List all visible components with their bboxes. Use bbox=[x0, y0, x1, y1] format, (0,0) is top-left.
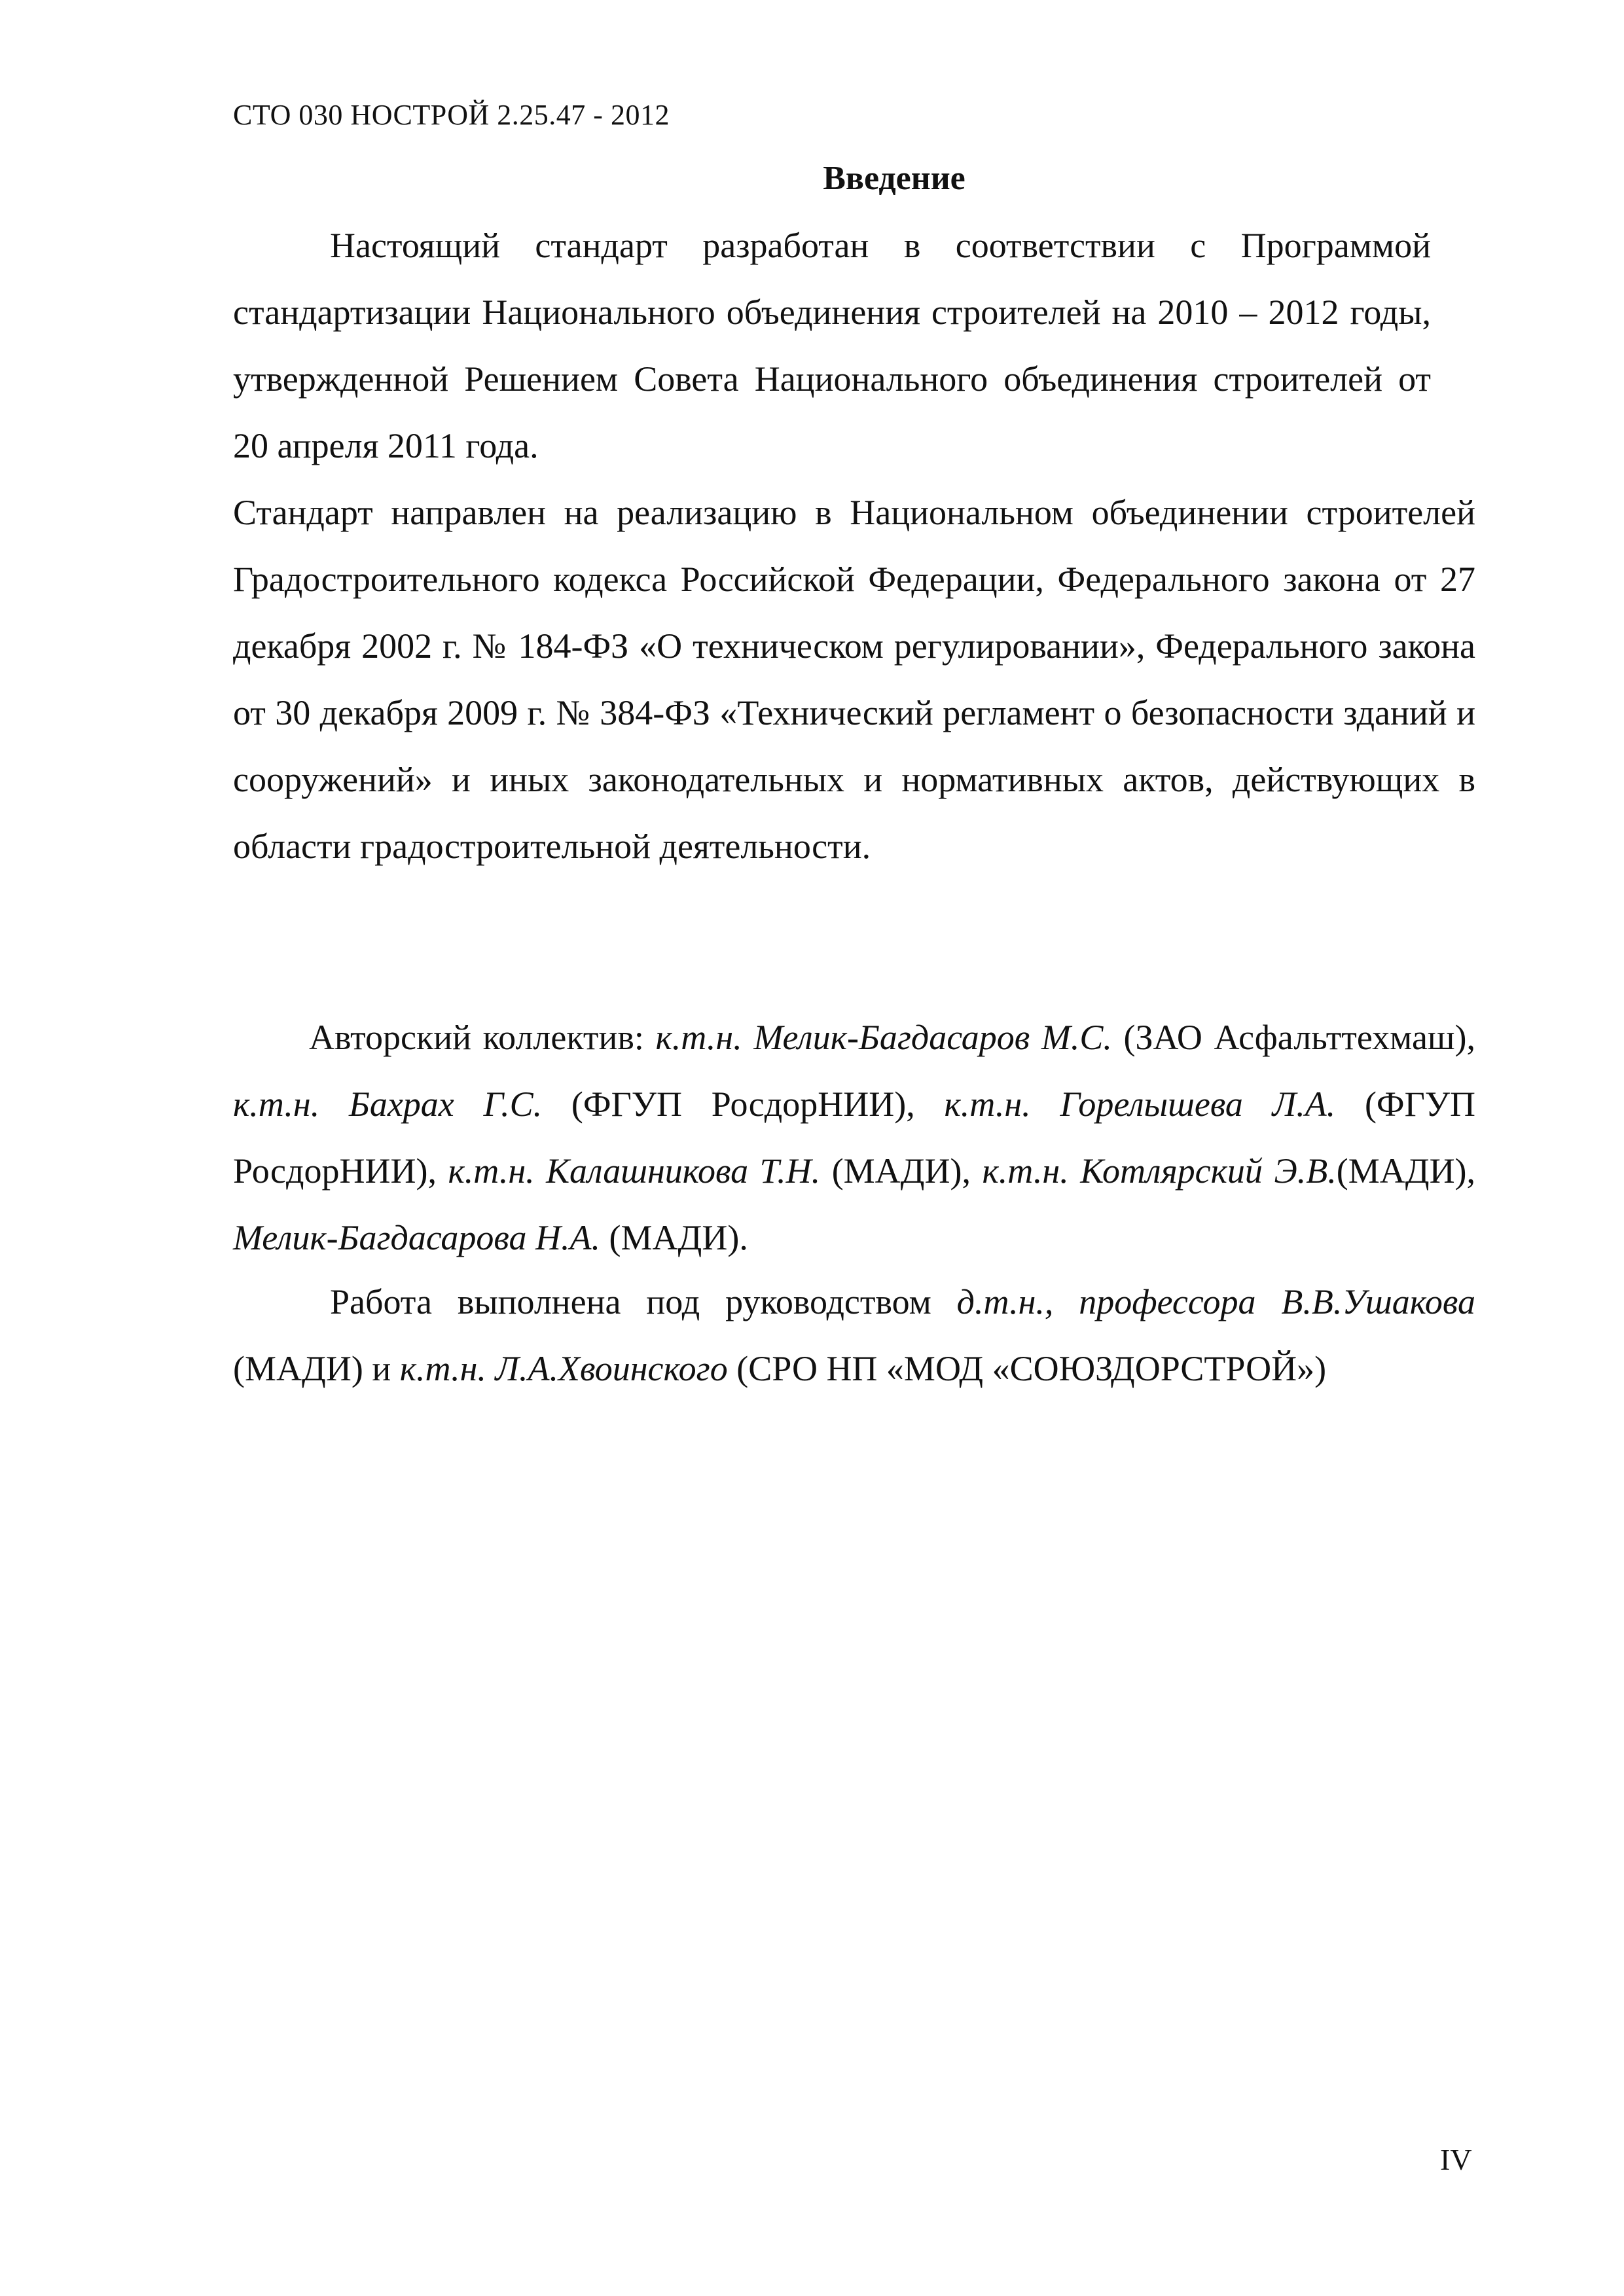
authors-lead: Авторский коллектив: bbox=[309, 1018, 644, 1057]
supervisor-1-title: д.т.н., профессора bbox=[956, 1282, 1256, 1321]
supervisor-1-organization: (МАДИ) bbox=[233, 1349, 363, 1388]
author-degree: к.т.н. bbox=[982, 1151, 1069, 1191]
author-separator: . bbox=[739, 1218, 748, 1257]
intro-paragraph-2: Стандарт направлен на реализацию в Национальном объединении строителей Градостроительного кодекса Российской Федерации, Федерального закона от 27 декабря 2002 г. № 184-ФЗ «О техническом регулировании», Федерального закона от 30 декабря 2009 г. № 384-ФЗ «Технический регламент о безопасности зданий и сооружений» и иных законодательных и нормативных актов, действующих в области градостроительной деятельности. bbox=[233, 493, 1475, 866]
authors-paragraph bbox=[233, 1004, 1475, 1271]
supervision-joiner: и bbox=[372, 1349, 391, 1388]
author-organization: (МАДИ) bbox=[1336, 1151, 1467, 1191]
author-name: Мелик-Багдасарова Н.А. bbox=[233, 1218, 600, 1257]
author-name: Котлярский Э.В. bbox=[1080, 1151, 1337, 1191]
author-separator: , bbox=[906, 1085, 945, 1124]
document-code: СТО 030 НОСТРОЙ 2.25.47 - 2012 bbox=[233, 99, 670, 131]
author-organization: (ФГУП РосдорНИИ) bbox=[571, 1085, 907, 1124]
author-separator: , bbox=[1466, 1018, 1475, 1057]
intro-paragraph-1: Настоящий стандарт разработан в соответствии с Программой стандартизации Национального объединения строителей на 2010 – 2012 годы, утвержденной Решением Совета Национального объединения строителей от 20 апреля 2011 года. bbox=[233, 226, 1431, 465]
author-degree: к.т.н. bbox=[233, 1085, 320, 1124]
supervisor-2-title: к.т.н. bbox=[399, 1349, 486, 1388]
author-name: Бахрах Г.С. bbox=[348, 1085, 543, 1124]
supervisor-1-name: В.В.Ушакова bbox=[1281, 1282, 1476, 1321]
author-separator: , bbox=[962, 1151, 983, 1191]
section-title: Введение bbox=[823, 160, 965, 197]
author-separator: , bbox=[427, 1151, 448, 1191]
supervision-paragraph bbox=[233, 1268, 1475, 1402]
author-degree: к.т.н. bbox=[655, 1018, 742, 1057]
author-organization: (ЗАО Асфальттехмаш) bbox=[1123, 1018, 1467, 1057]
author-separator: , bbox=[1466, 1151, 1476, 1191]
author-name: Калашникова Т.Н. bbox=[546, 1151, 821, 1191]
author-name: Мелик-Багдасаров М.С. bbox=[753, 1018, 1112, 1057]
author-organization: (МАДИ) bbox=[609, 1218, 740, 1257]
author-organization: (МАДИ) bbox=[831, 1151, 962, 1191]
author-degree: к.т.н. bbox=[448, 1151, 535, 1191]
supervisor-2-organization: (СРО НП «МОД «СОЮЗДОРСТРОЙ») bbox=[736, 1349, 1327, 1388]
supervisor-2-name: Л.А.Хвоинского bbox=[495, 1349, 728, 1388]
page-number: IV bbox=[1440, 2143, 1472, 2176]
author-organization: (ФГУП РосдорНИИ) bbox=[233, 1085, 1476, 1191]
supervision-lead: Работа выполнена под руководством bbox=[330, 1282, 931, 1321]
author-name: Горелышева Л.А. bbox=[1060, 1085, 1336, 1124]
author-degree: к.т.н. bbox=[944, 1085, 1031, 1124]
